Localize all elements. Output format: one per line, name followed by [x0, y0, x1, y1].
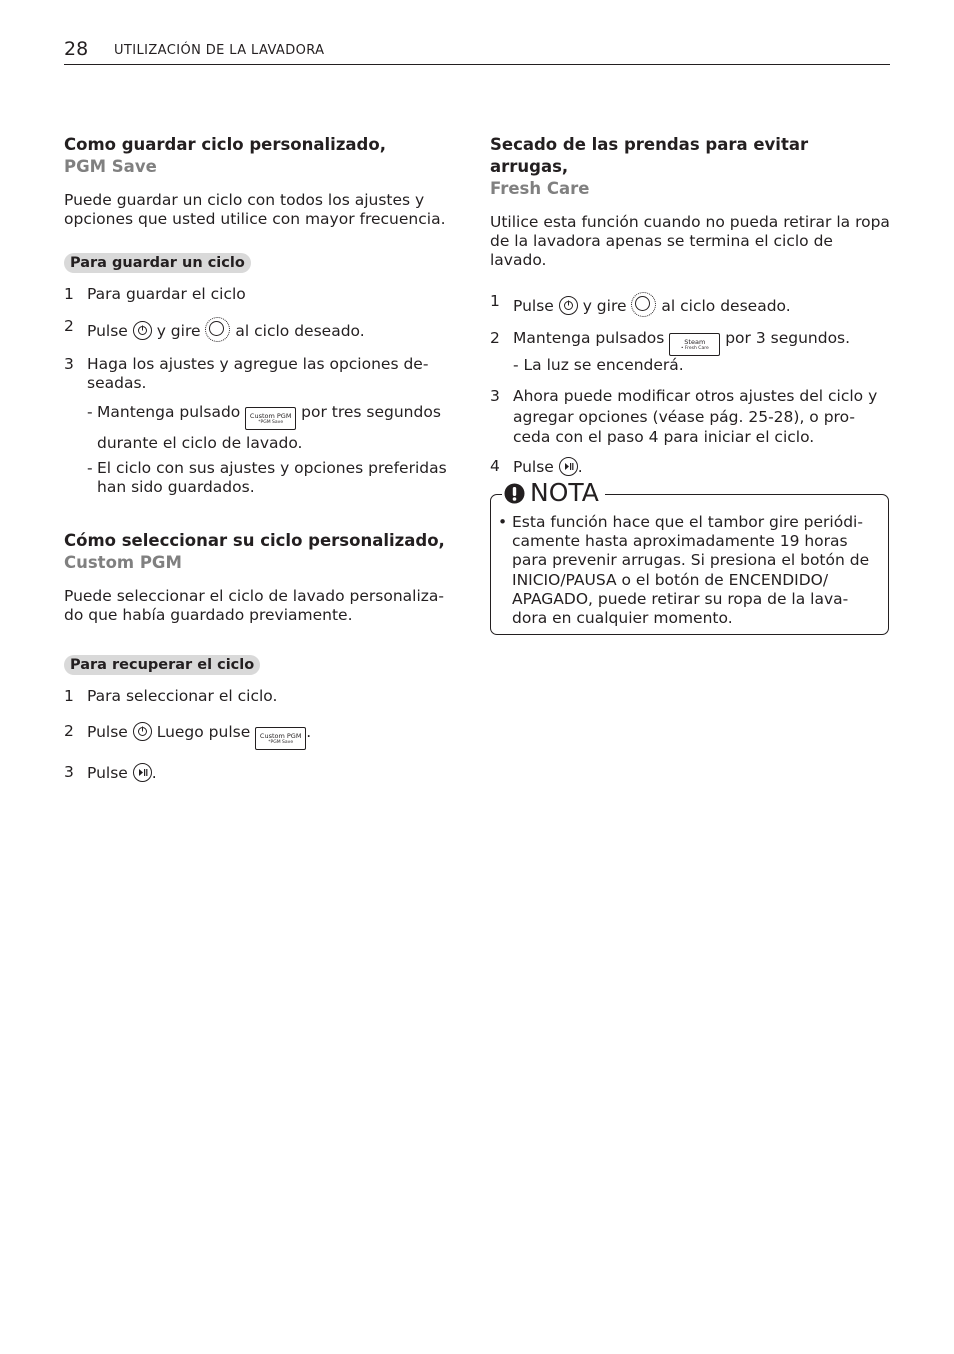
- pgm-save-title: Como guardar ciclo personalizado,: [64, 135, 386, 154]
- start-pause-icon: [559, 457, 578, 476]
- left-column: [64, 134, 464, 783]
- step-text: Luego pulse: [156, 723, 251, 741]
- fresh-step-4: [490, 457, 890, 477]
- fresh-step-2: [490, 329, 890, 375]
- step-number: 2: [64, 317, 74, 335]
- step-text: y gire: [582, 297, 627, 315]
- note-text: El ciclo con sus ajustes y opciones preferidas han sido guardados.: [97, 459, 447, 496]
- step-number: 3: [64, 763, 74, 781]
- recall-step-2: [64, 722, 464, 750]
- step-text: Pulse: [513, 457, 554, 476]
- step-text: .: [306, 723, 312, 741]
- recall-step-1: [64, 687, 464, 706]
- power-icon: [133, 722, 152, 741]
- note-text: Mantenga pulsado: [97, 403, 241, 421]
- save-step-1: [64, 285, 464, 304]
- note-text: por tres segundos durante el ciclo de lavado.: [97, 403, 441, 452]
- step-text: .: [151, 764, 157, 782]
- right-column: [490, 134, 890, 477]
- step-text: Para guardar el ciclo: [87, 285, 246, 303]
- fresh-step-1: [490, 292, 890, 317]
- step-number: 3: [64, 355, 74, 373]
- fresh-care-steps: [490, 292, 890, 477]
- save-step-3-note-1: - Mantenga pulsado Custom PGM *PGM Save por tres segundos durante el ciclo de lavado.: [87, 403, 441, 452]
- power-icon: [133, 321, 152, 340]
- pgm-save-heading: [64, 134, 464, 178]
- warning-icon: [504, 483, 525, 504]
- page-header: [64, 38, 890, 65]
- custom-pgm-title: Cómo seleccionar su ciclo personalizado,: [64, 531, 445, 550]
- step-number: 2: [64, 722, 74, 740]
- note-item-text: Esta función hace que el tambor gire periódi- camente hasta aproximadamente 19 horas para prevenir arrugas. Si presiona el botón de INICIO/PAUSA o el botón de ENCENDIDO/ APAGADO, puede retirar su ropa de la lava- dora en cualquier momento.: [512, 513, 870, 628]
- custom-pgm-heading: [64, 530, 464, 574]
- step-text: Pulse: [87, 723, 128, 741]
- step-text: al ciclo deseado.: [235, 322, 365, 340]
- note-header: [502, 478, 605, 508]
- power-icon: [559, 296, 578, 315]
- recall-cycle-pill: Para recuperar el ciclo: [64, 655, 260, 675]
- recall-step-3: [64, 763, 464, 783]
- fresh-care-section: [490, 134, 890, 477]
- step-text: Pulse: [513, 297, 554, 315]
- note-heading: NOTA: [530, 478, 599, 507]
- custom-pgm-button-icon: Custom PGM *PGM Save: [255, 727, 306, 750]
- save-step-3: [64, 355, 464, 497]
- fresh-care-subtitle: Fresh Care: [490, 179, 590, 198]
- start-pause-icon: [133, 763, 152, 782]
- custom-pgm-subtitle: Custom PGM: [64, 553, 182, 572]
- fresh-care-title: Secado de las prendas para evitar arrugas,: [490, 135, 809, 176]
- pgm-save-section: [64, 134, 464, 497]
- fresh-step-2-note: - La luz se encenderá.: [513, 356, 684, 374]
- save-step-3-note-2: - El ciclo con sus ajustes y opciones preferidas han sido guardados.: [87, 459, 447, 496]
- step-number: 2: [490, 329, 500, 347]
- section-title: UTILIZACIÓN DE LA LAVADORA: [114, 43, 325, 58]
- step-text: Pulse: [87, 764, 128, 782]
- step-text: Para seleccionar el ciclo.: [87, 687, 278, 705]
- fresh-step-3: [490, 386, 890, 448]
- pgm-save-subtitle: PGM Save: [64, 157, 157, 176]
- step-text: Pulse: [87, 322, 128, 340]
- step-number: 4: [490, 456, 500, 475]
- cycle-dial-icon: [631, 292, 656, 317]
- step-number: 1: [64, 687, 74, 705]
- custom-pgm-section: [64, 530, 464, 783]
- pgm-save-intro: Puede guardar un ciclo con todos los ajustes y opciones que usted utilice con mayor frecuencia.: [64, 191, 446, 228]
- step-number: 1: [64, 285, 74, 303]
- fresh-care-heading: [490, 134, 890, 200]
- step-text: .: [577, 457, 583, 476]
- steam-button-icon: Steam • Fresh Care: [669, 333, 720, 356]
- page-number: 28: [64, 38, 89, 60]
- save-steps: [64, 285, 464, 497]
- step-text: por 3 segundos.: [725, 329, 851, 347]
- cycle-dial-icon: [205, 317, 230, 342]
- fresh-care-intro: Utilice esta función cuando no pueda retirar la ropa de la lavadora apenas se termina el ciclo de lavado.: [490, 213, 890, 269]
- step-text: al ciclo deseado.: [661, 297, 791, 315]
- step-number: 3: [490, 387, 500, 405]
- save-step-2: [64, 317, 464, 342]
- custom-pgm-intro: Puede seleccionar el ciclo de lavado personaliza- do que había guardado previamente.: [64, 587, 444, 624]
- step-text: Mantenga pulsados: [513, 329, 665, 347]
- step-text: y gire: [156, 322, 201, 340]
- note-item: • Esta función hace que el tambor gire periódi- camente hasta aproximadamente 19 horas para prevenir arrugas. Si presiona el botón de INICIO/PAUSA o el botón de ENCENDIDO/ APAGADO, puede retirar su ropa de la lava- dora en cualquier momento.: [498, 513, 870, 628]
- custom-pgm-button-icon: Custom PGM *PGM Save: [245, 407, 296, 430]
- step-text: Haga los ajustes y agregue las opciones de- seadas.: [87, 355, 429, 392]
- note-list: [498, 513, 882, 628]
- step-text: Ahora puede modificar otros ajustes del ciclo y agregar opciones (véase pág. 25-28), o pro- ceda con el paso 4 para iniciar el ciclo.: [513, 387, 878, 446]
- step-number: 1: [490, 292, 500, 310]
- save-cycle-pill: Para guardar un ciclo: [64, 253, 251, 273]
- recall-steps: [64, 687, 464, 783]
